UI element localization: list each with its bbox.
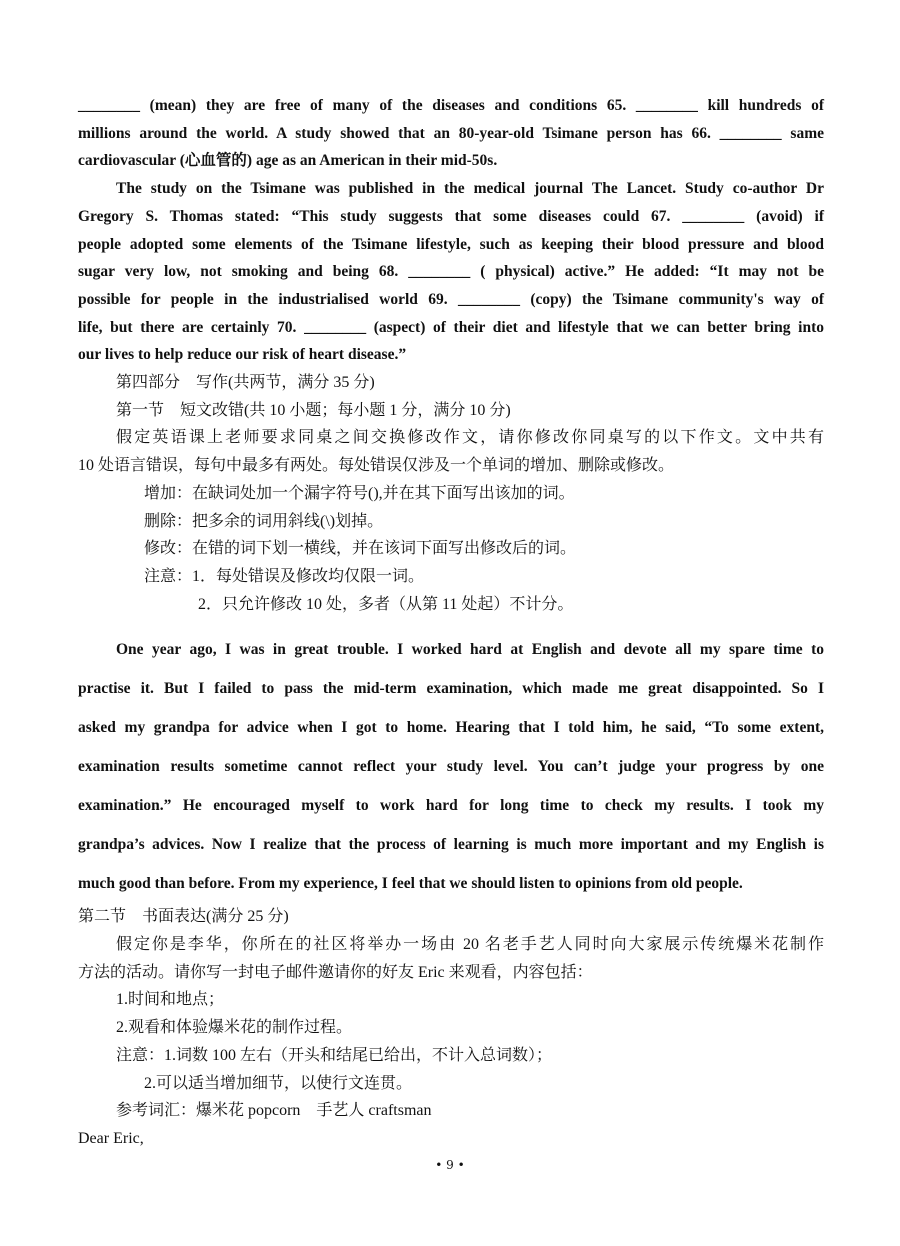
- rule-modify: 修改：在错的词下划一横线，并在该词下面写出修改后的词。: [144, 540, 577, 558]
- essay-line: much good than before. From my experience, I feel that we should listen to opinions from old people.: [78, 875, 743, 893]
- section2-prompt: 假定你是李华，你所在的社区将举办一场由 20 名老手艺人同时向大家展示传统爆米花制作: [116, 936, 824, 954]
- section2-note-1: 注意：1.词数 100 左右（开头和结尾已给出，不计入总词数）；: [116, 1046, 553, 1064]
- passage-line: ________ (mean) they are free of many of the diseases and conditions 65. ________ kill hundreds of: [78, 97, 824, 114]
- exam-page: [78, 92, 824, 1153]
- rule-add: 增加：在缺词处加一个漏字符号(),并在其下面写出该加的词。: [144, 484, 575, 502]
- content-point: 2.观看和体验爆米花的制作过程。: [116, 1019, 353, 1037]
- error-correction-essay: [78, 630, 824, 903]
- passage-line: possible for people in the industrialised world 69. ________ (copy) the Tsimane community's way of: [78, 290, 824, 308]
- part4-heading: 第四部分 写作(共两节，满分 35 分): [116, 374, 375, 392]
- passage-line: people adopted some elements of the Tsimane lifestyle, such as keeping their blood pressure and blood: [78, 235, 824, 253]
- page-number: • 9 •: [435, 1158, 465, 1172]
- section1-heading: 第一节 短文改错(共 10 小题；每小题 1 分，满分 10 分): [116, 401, 511, 419]
- section1-intro: 10 处语言错误，每句中最多有两处。每处错误仅涉及一个单词的增加、删除或修改。: [78, 457, 675, 475]
- rule-note-1: 注意：1．每处错误及修改均仅限一词。: [144, 567, 425, 585]
- passage-line: cardiovascular (心血管的) age as an American in their mid-50s.: [78, 152, 498, 170]
- passage-line: The study on the Tsimane was published in the medical journal The Lancet. Study co-author Dr: [116, 180, 824, 198]
- essay-line: grandpa’s advices. Now I realize that the process of learning is much more important and my English is: [78, 836, 824, 854]
- passage-line: Gregory S. Thomas stated: “This study suggests that some diseases could 67. ________ (avoid) if: [78, 207, 824, 225]
- essay-line: One year ago, I was in great trouble. I worked hard at English and devote all my spare time to: [116, 641, 824, 659]
- section1-intro: 假定英语课上老师要求同桌之间交换修改作文，请你修改你同桌写的以下作文。文中共有: [116, 429, 824, 447]
- section2-prompt: 方法的活动。请你写一封电子邮件邀请你的好友 Eric 来观看，内容包括：: [78, 963, 593, 981]
- passage-line: our lives to help reduce our risk of heart disease.”: [78, 346, 407, 364]
- essay-line: examination results sometime cannot reflect your study level. You can’t judge your progress by one: [78, 758, 824, 776]
- passage-end: [78, 92, 824, 369]
- passage-line: millions around the world. A study showed that an 80-year-old Tsimane person has 66. ________ same: [78, 124, 824, 142]
- rule-note-2: 2．只允许修改 10 处，多者（从第 11 处起）不计分。: [198, 595, 574, 613]
- section2-note-2: 2.可以适当增加细节，以使行文连贯。: [144, 1074, 413, 1092]
- vocab-reference: 参考词汇：爆米花 popcorn 手艺人 craftsman: [116, 1102, 432, 1120]
- content-point: 1.时间和地点；: [116, 991, 225, 1009]
- passage-line: life, but there are certainly 70. ________ (aspect) of their diet and lifestyle that we can better bring into: [78, 318, 824, 336]
- rule-delete: 删除：把多余的词用斜线(\)划掉。: [144, 512, 384, 530]
- section2-heading: 第二节 书面表达(满分 25 分): [78, 908, 289, 926]
- essay-line: examination.” He encouraged myself to work hard for long time to check my results. I took my: [78, 797, 824, 815]
- essay-line: asked my grandpa for advice when I got to home. Hearing that I told him, he said, “To some extent,: [78, 719, 824, 737]
- passage-line: sugar very low, not smoking and being 68. ________ ( physical) active.” He added: “It may not be: [78, 263, 824, 281]
- letter-salutation: Dear Eric,: [78, 1129, 144, 1147]
- essay-line: practise it. But I failed to pass the mid-term examination, which made me great disappointed. So I: [78, 680, 824, 698]
